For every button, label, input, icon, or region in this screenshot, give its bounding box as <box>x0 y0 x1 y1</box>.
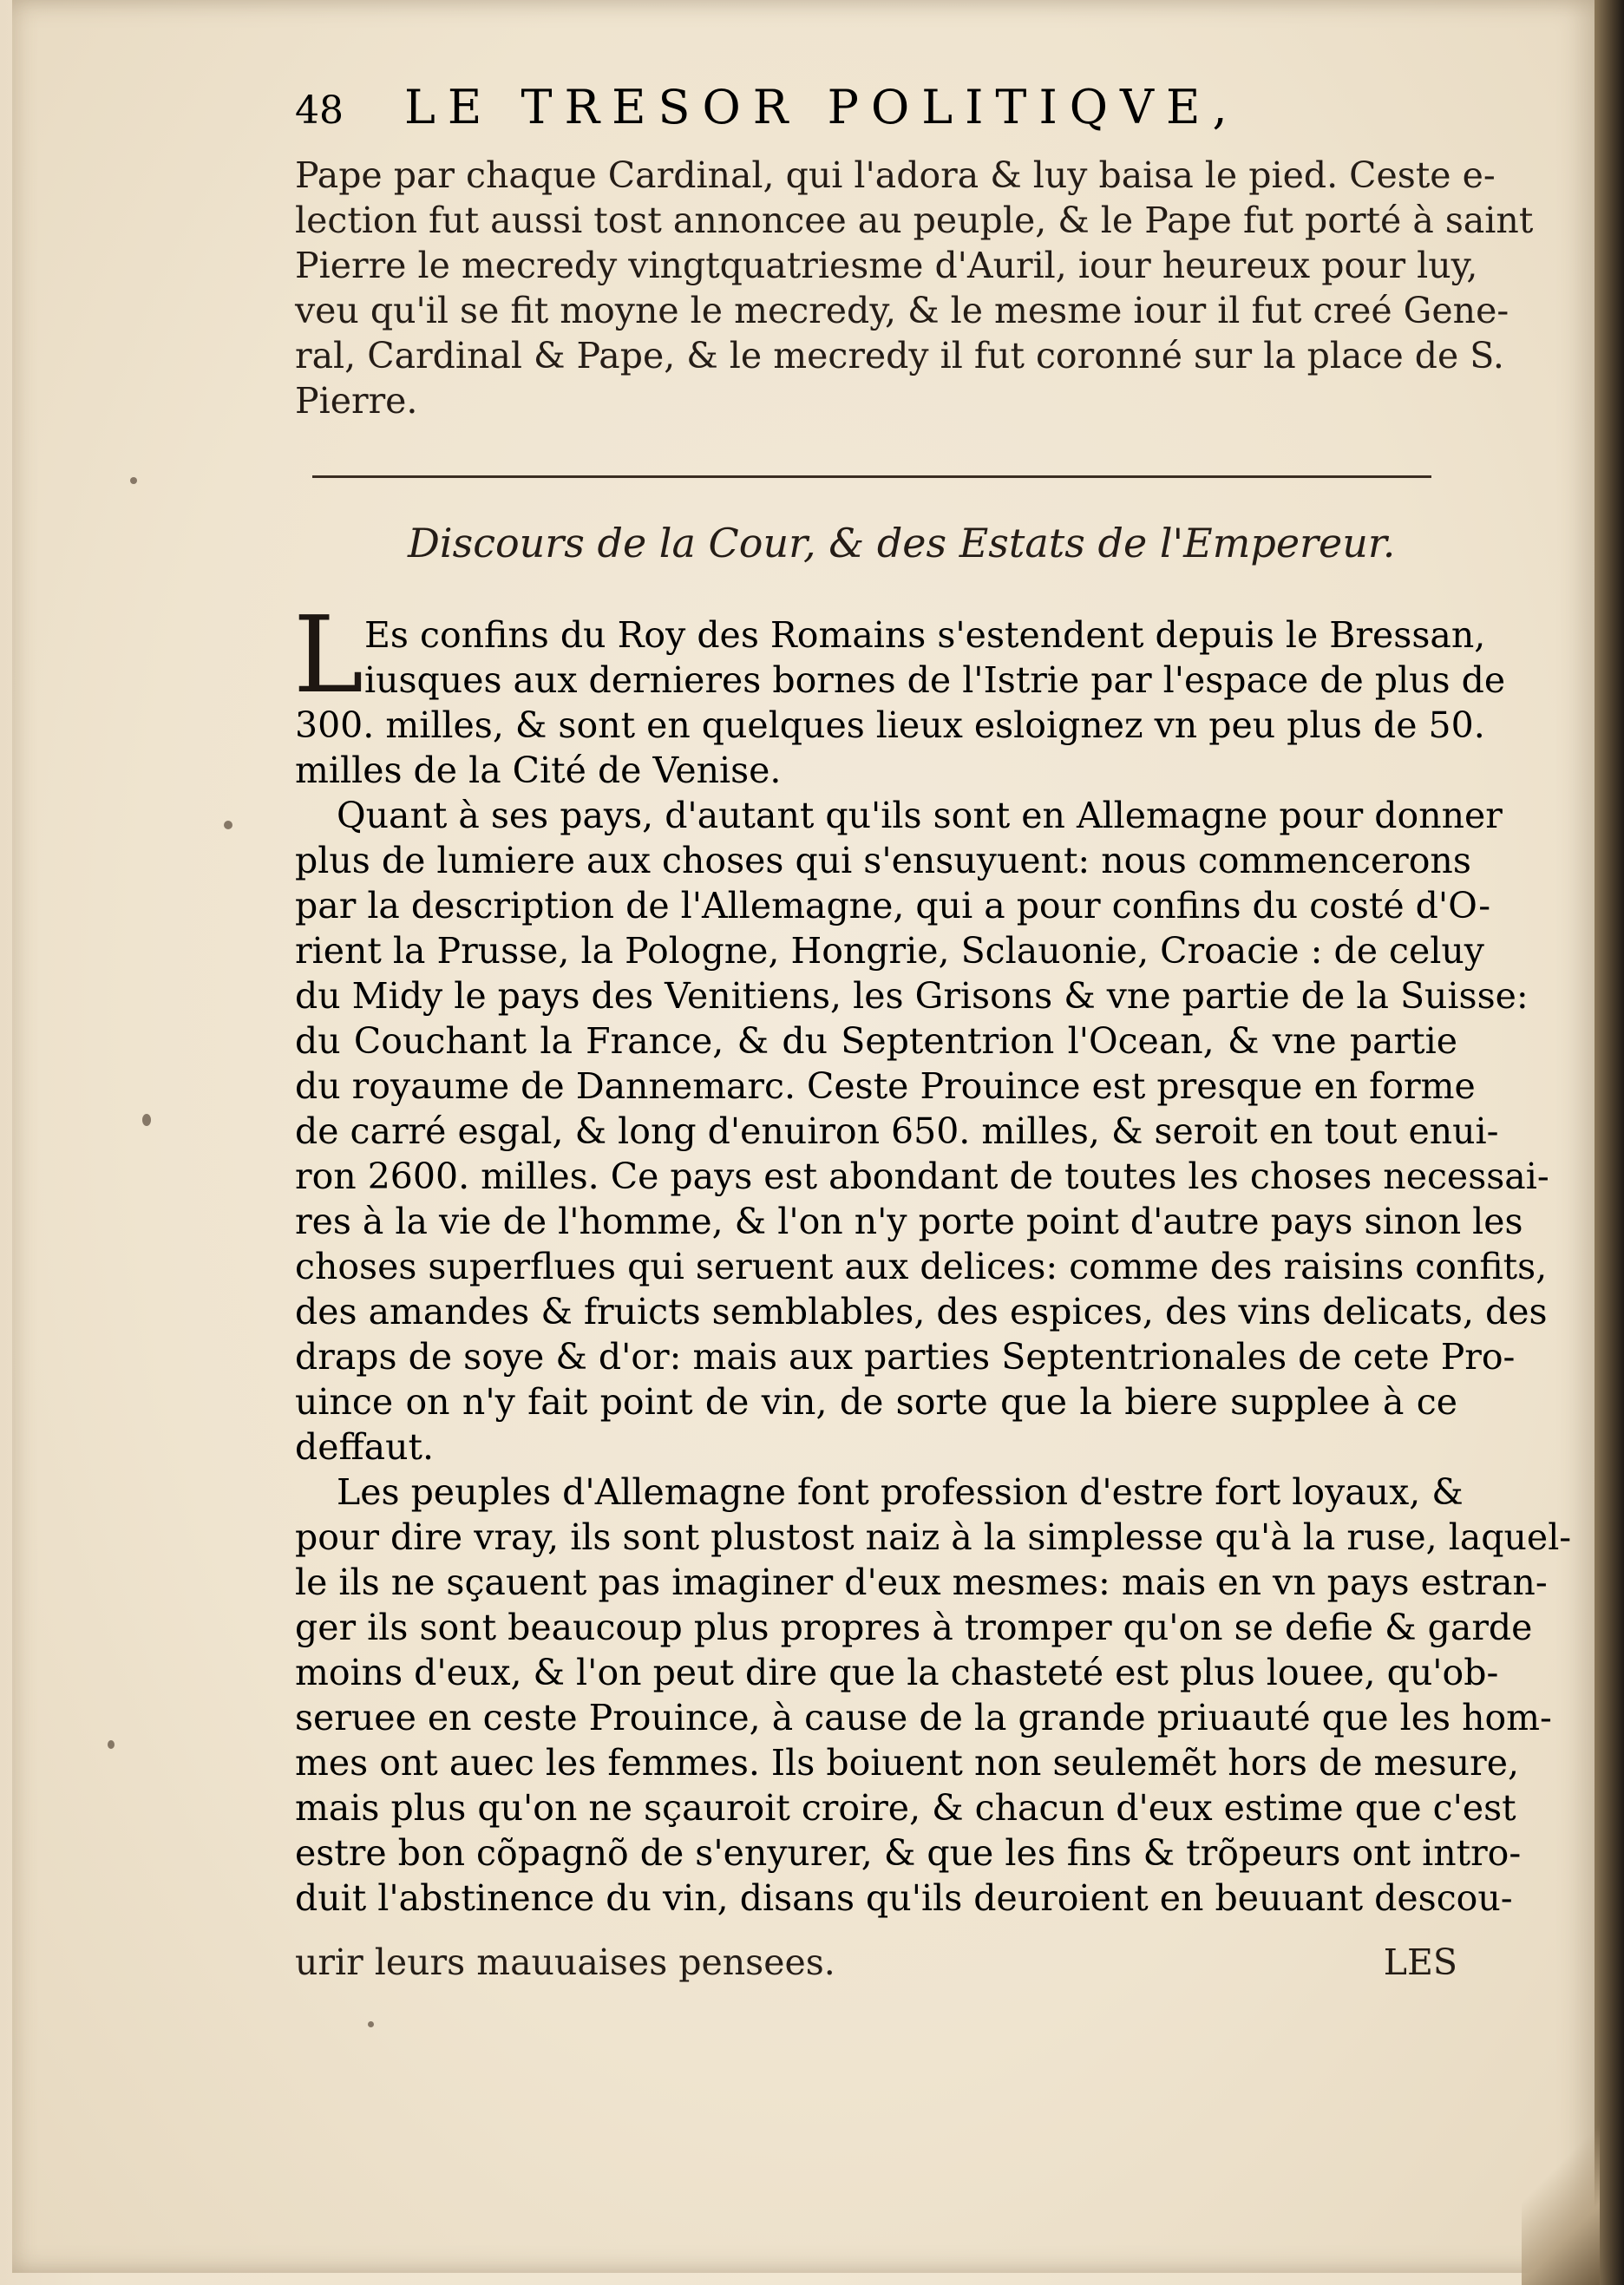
text-line: 300. milles, & sont en quelques lieux esloignez vn peu plus de 50. <box>295 704 1485 746</box>
page-corner-shadow <box>1522 2094 1600 2285</box>
text-line: ron 2600. milles. Ce pays est abondant de toutes les choses necessai- <box>295 1156 1549 1197</box>
text-line: res à la vie de l'homme, & l'on n'y porte point d'autre pays sinon les <box>295 1201 1523 1242</box>
text-line: seruee en ceste Prouince, à cause de la grande priuauté que les hom- <box>295 1697 1552 1738</box>
text-line: draps de soye & d'or: mais aux parties Septentrionales de cete Pro- <box>295 1336 1516 1378</box>
text-line: Quant à ses pays, d'autant qu'ils sont en Allemagne pour donner <box>337 795 1503 836</box>
section-body <box>295 703 1572 1921</box>
text-line: Pierre. <box>295 380 418 422</box>
foxing-spot <box>130 477 137 484</box>
text-line: urir leurs mauuaises pensees. <box>295 1941 835 1983</box>
text-line: mes ont auec les femmes. Ils boiuent non seulemẽt hors de mesure, <box>295 1742 1519 1784</box>
foxing-spot <box>108 1740 115 1749</box>
book-spine-edge <box>1595 0 1624 2285</box>
text-line: des amandes & fruicts semblables, des espices, des vins delicats, des <box>295 1291 1548 1332</box>
text-line: moins d'eux, & l'on peut dire que la chasteté est plus louee, qu'ob- <box>295 1652 1499 1693</box>
foxing-spot <box>224 821 232 829</box>
text-line: milles de la Cité de Venise. <box>295 750 782 791</box>
text-line: plus de lumiere aux choses qui s'ensuyuent: nous commencerons <box>295 840 1471 881</box>
running-title: LE TRESOR POLITIQVE, <box>404 80 1240 134</box>
text-line: du Couchant la France, & du Septentrion l'Ocean, & vne partie <box>295 1020 1457 1062</box>
catchword: LES <box>1383 1941 1457 1983</box>
text-line: Les peuples d'Allemagne font profession d'estre fort loyaux, & <box>337 1471 1464 1513</box>
text-line: lection fut aussi tost annoncee au peuple, & le Pape fut porté à saint <box>295 200 1534 241</box>
section-heading: Discours de la Cour, & des Estats de l'Empereur. <box>408 520 1396 566</box>
text-line: choses superflues qui seruent aux delices: comme des raisins confits, <box>295 1246 1548 1287</box>
text-line: Pape par chaque Cardinal, qui l'adora & luy baisa le pied. Ceste e- <box>295 154 1496 196</box>
text-line: veu qu'il se fit moyne le mecredy, & le mesme iour il fut creé Gene- <box>295 290 1509 331</box>
text-line: de carré esgal, & long d'enuiron 650. milles, & seroit en tout enui- <box>295 1110 1499 1152</box>
section-divider-rule <box>312 475 1431 478</box>
text-line: Pierre le mecredy vingtquatriesme d'Auril, iour heureux pour luy, <box>295 245 1478 286</box>
dropcap-lines <box>364 612 1506 703</box>
text-line: duit l'abstinence du vin, disans qu'ils deuroient en beuuant descou- <box>295 1877 1513 1919</box>
text-line: du royaume de Dannemarc. Ceste Prouince est presque en forme <box>295 1065 1476 1107</box>
text-line: ger ils sont beaucoup plus propres à tromper qu'on se defie & garde <box>295 1607 1533 1648</box>
text-line: pour dire vray, ils sont plustost naiz à la simplesse qu'à la ruse, laquel- <box>295 1516 1572 1558</box>
text-line: du Midy le pays des Venitiens, les Grisons & vne partie de la Suisse: <box>295 975 1529 1017</box>
foxing-spot <box>368 2021 374 2027</box>
text-line: uince on n'y fait point de vin, de sorte que la biere supplee à ce <box>295 1381 1457 1423</box>
final-line <box>295 1940 1457 1985</box>
text-line: Es confins du Roy des Romains s'estendent depuis le Bressan, <box>364 614 1486 656</box>
text-line: deffaut. <box>295 1426 434 1468</box>
drop-cap-initial: L <box>293 593 364 717</box>
text-line: le ils ne sçauent pas imaginer d'eux mesmes: mais en vn pays estran- <box>295 1562 1548 1603</box>
running-header <box>295 80 1457 141</box>
text-line: estre bon cõpagnõ de s'enyurer, & que les fins & trõpeurs ont intro- <box>295 1832 1522 1874</box>
text-line: mais plus qu'on ne sçauroit croire, & chacun d'eux estime que c'est <box>295 1787 1516 1829</box>
page-number: 48 <box>295 88 344 133</box>
text-line: iusques aux dernieres bornes de l'Istrie par l'espace de plus de <box>364 659 1506 701</box>
text-line: par la description de l'Allemagne, qui a pour confins du costé d'O- <box>295 885 1491 926</box>
foxing-spot <box>142 1114 151 1126</box>
text-line: rient la Prusse, la Pologne, Hongrie, Sclauonie, Croacie : de celuy <box>295 930 1484 972</box>
opening-paragraph <box>295 153 1534 423</box>
text-line: ral, Cardinal & Pape, & le mecredy il fut coronné sur la place de S. <box>295 335 1504 376</box>
